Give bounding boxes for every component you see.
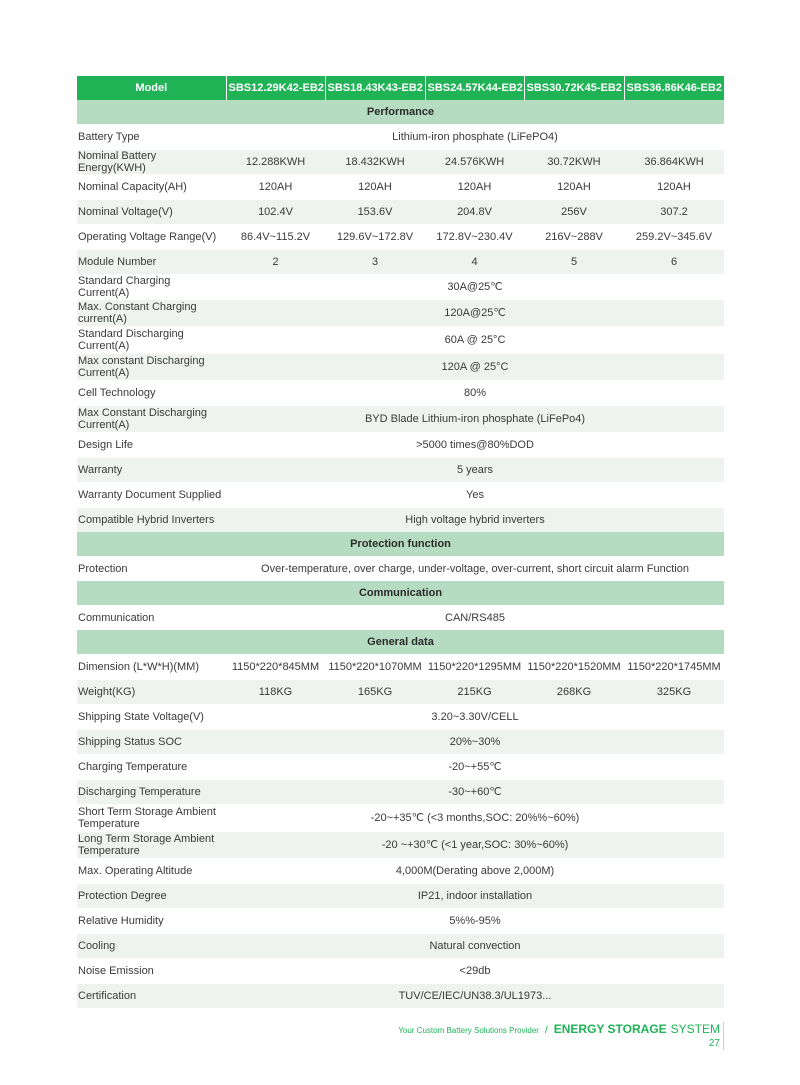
row-label: Nominal Voltage(V) [77,200,226,225]
table-header-row [77,76,724,100]
table-row [77,755,724,780]
header-cell-model-1: SBS12.29K42-EB2 [226,76,325,100]
table-row [77,125,724,150]
row-value-cell: 5 [524,250,624,275]
row-value-cell: 18.432KWH [325,150,425,175]
row-label: Operating Voltage Range(V) [77,225,226,250]
row-value-merged: 5%%-95% [226,909,724,934]
row-label: Long Term Storage Ambient Temperature [77,832,226,859]
row-value-cell: 4 [425,250,524,275]
section-header-row [77,100,724,125]
header-cell-model-5: SBS36.86K46-EB2 [624,76,724,100]
table-row [77,606,724,631]
row-value-cell: 256V [524,200,624,225]
row-value-merged: 120A@25℃ [226,300,724,327]
table-row [77,934,724,959]
row-label: Max. Constant Charging current(A) [77,300,226,327]
table-row [77,483,724,508]
footer-divider [723,1022,724,1050]
row-value-merged: Yes [226,483,724,508]
header-cell-model-3: SBS24.57K44-EB2 [425,76,524,100]
row-value-cell: 153.6V [325,200,425,225]
table-row [77,705,724,730]
section-header-row [77,630,724,655]
table-row [77,433,724,458]
row-label: Battery Type [77,125,226,150]
row-value-cell: 120AH [624,175,724,200]
row-label: Discharging Temperature [77,780,226,805]
row-value-cell: 2 [226,250,325,275]
row-label: Relative Humidity [77,909,226,934]
row-value-cell: 325KG [624,680,724,705]
section-title: General data [77,630,724,655]
section-header-row [77,532,724,557]
row-value-merged: 20%~30% [226,730,724,755]
section-header-row [77,581,724,606]
row-value-merged: High voltage hybrid inverters [226,508,724,533]
row-value-merged: Over-temperature, over charge, under-voltage, over-current, short circuit alarm Function [226,557,724,582]
row-value-merged: Lithium-iron phosphate (LiFePO4) [226,125,724,150]
row-value-merged: 3.20~3.30V/CELL [226,705,724,730]
row-value-cell: 1150*220*1520MM [524,655,624,680]
table-row [77,859,724,884]
table-row [77,959,724,984]
row-value-merged: 4,000M(Derating above 2,000M) [226,859,724,884]
row-value-merged: -20~+35℃ (<3 months,SOC: 20%%~60%) [226,805,724,832]
row-label: Standard Charging Current(A) [77,275,226,300]
row-label: Design Life [77,433,226,458]
row-label: Cell Technology [77,381,226,406]
row-value-cell: 120AH [325,175,425,200]
row-value-cell: 36.864KWH [624,150,724,175]
row-value-cell: 30.72KWH [524,150,624,175]
row-value-cell: 268KG [524,680,624,705]
row-value-merged: 80% [226,381,724,406]
row-value-merged: TUV/CE/IEC/UN38.3/UL1973... [226,984,724,1009]
table-row [77,225,724,250]
row-value-cell: 3 [325,250,425,275]
page-number: 27 [708,1038,720,1049]
row-value-cell: 6 [624,250,724,275]
spec-table-body [77,100,724,1008]
table-row [77,458,724,483]
row-value-merged: 60A @ 25°C [226,327,724,354]
table-row [77,354,724,381]
footer-brand-bold: ENERGY STORAGE [553,1022,667,1036]
table-row [77,680,724,705]
table-row [77,300,724,327]
table-row [77,909,724,934]
row-label: Max. Operating Altitude [77,859,226,884]
row-value-cell: 216V~288V [524,225,624,250]
row-value-cell: 204.8V [425,200,524,225]
table-row [77,327,724,354]
table-row [77,655,724,680]
table-row [77,832,724,859]
header-cell-model-4: SBS30.72K45-EB2 [524,76,624,100]
row-label: Protection Degree [77,884,226,909]
row-value-cell: 307.2 [624,200,724,225]
row-value-cell: 12.288KWH [226,150,325,175]
table-row [77,508,724,533]
table-row [77,730,724,755]
row-value-merged: 120A @ 25°C [226,354,724,381]
row-value-cell: 129.6V~172.8V [325,225,425,250]
table-row [77,381,724,406]
row-value-cell: 1150*220*1070MM [325,655,425,680]
row-value-cell: 86.4V~115.2V [226,225,325,250]
row-label: Compatible Hybrid Inverters [77,508,226,533]
row-label: Nominal Capacity(AH) [77,175,226,200]
row-value-cell: 259.2V~345.6V [624,225,724,250]
section-title: Communication [77,581,724,606]
table-row [77,406,724,433]
row-value-merged: 30A@25℃ [226,275,724,300]
row-value-cell: 118KG [226,680,325,705]
row-label: Shipping State Voltage(V) [77,705,226,730]
row-value-merged: -30~+60℃ [226,780,724,805]
row-label: Shipping Status SOC [77,730,226,755]
row-value-merged: 5 years [226,458,724,483]
row-value-merged: BYD Blade Lithium-iron phosphate (LiFePo4) [226,406,724,433]
row-value-merged: >5000 times@80%DOD [226,433,724,458]
row-value-cell: 120AH [226,175,325,200]
spec-table [77,76,724,1008]
page-footer [398,1022,720,1049]
row-label: Noise Emission [77,959,226,984]
row-label: Dimension (L*W*H)(MM) [77,655,226,680]
table-row [77,557,724,582]
row-label: Charging Temperature [77,755,226,780]
row-value-merged: <29db [226,959,724,984]
row-value-merged: Natural convection [226,934,724,959]
row-value-cell: 172.8V~230.4V [425,225,524,250]
section-title: Protection function [77,532,724,557]
row-label: Standard Discharging Current(A) [77,327,226,354]
table-row [77,150,724,175]
row-label: Warranty Document Supplied [77,483,226,508]
row-label: Protection [77,557,226,582]
row-value-cell: 1150*220*845MM [226,655,325,680]
table-row [77,175,724,200]
section-title: Performance [77,100,724,125]
header-cell-model: Model [77,76,226,100]
table-row [77,805,724,832]
table-row [77,780,724,805]
row-value-cell: 1150*220*1295MM [425,655,524,680]
table-row [77,250,724,275]
row-value-cell: 24.576KWH [425,150,524,175]
row-value-merged: CAN/RS485 [226,606,724,631]
table-row [77,200,724,225]
footer-brand-light: SYSTEM [670,1022,720,1036]
table-row [77,984,724,1009]
row-label: Max Constant Discharging Current(A) [77,406,226,433]
row-label: Max constant Discharging Current(A) [77,354,226,381]
row-label: Weight(KG) [77,680,226,705]
row-value-cell: 120AH [524,175,624,200]
row-label: Nominal Battery Energy(KWH) [77,150,226,175]
row-value-cell: 215KG [425,680,524,705]
table-row [77,275,724,300]
row-value-cell: 165KG [325,680,425,705]
table-row [77,884,724,909]
row-label: Communication [77,606,226,631]
row-value-merged: -20~+55℃ [226,755,724,780]
header-cell-model-2: SBS18.43K43-EB2 [325,76,425,100]
row-label: Certification [77,984,226,1009]
row-value-merged: -20 ~+30℃ (<1 year,SOC: 30%~60%) [226,832,724,859]
row-value-merged: IP21, indoor installation [226,884,724,909]
row-label: Module Number [77,250,226,275]
row-label: Short Term Storage Ambient Temperature [77,805,226,832]
row-value-cell: 120AH [425,175,524,200]
footer-separator: / [544,1025,548,1036]
row-label: Warranty [77,458,226,483]
row-value-cell: 102.4V [226,200,325,225]
row-label: Cooling [77,934,226,959]
footer-tagline: Your Custom Battery Solutions Provider [398,1026,539,1035]
row-value-cell: 1150*220*1745MM [624,655,724,680]
